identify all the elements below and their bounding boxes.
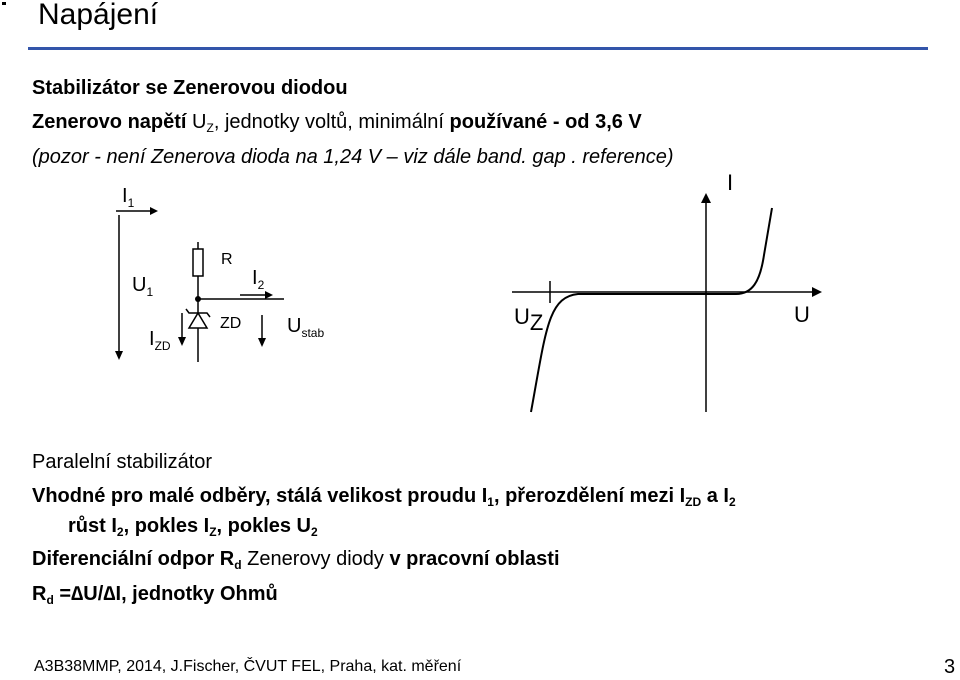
note-line: (pozor - není Zenerova dioda na 1,24 V – viz dále band. gap . reference): [32, 146, 674, 168]
parallel-stabilizer-line: Paralelní stabilizátor: [32, 451, 213, 473]
label-zd: ZD: [220, 315, 242, 332]
label-i2: $I_2$: [252, 267, 265, 292]
heading: Stabilizátor se Zenerovou diodou: [32, 77, 348, 99]
differential-resistance-line: Diferenciální odpor $R_d$ Zenerovy diody v pracovní oblasti: [32, 548, 560, 573]
label-u1: $U_1$: [132, 274, 154, 299]
zener-voltage-desc: , jednotky voltů, minimální: [213, 111, 444, 133]
i-axis-label: I: [727, 170, 734, 195]
usage-line: Vhodné pro malé odběry, stálá velikost proudu $I_1$, přerozdělení mezi $I_{ZD}$ a $I_2$: [32, 485, 736, 510]
label-izd: $I_{ZD}$: [149, 328, 171, 353]
zener-voltage-label: Zenerovo napětí: [32, 111, 187, 133]
uz-label: UZ: [514, 304, 544, 335]
u-axis-label: U: [794, 302, 810, 327]
uz-symbol: $U_Z$: [192, 111, 214, 136]
rd-formula-line: $R_d =\Delta U/\Delta I$, jednotky Ohmů: [32, 583, 278, 608]
zener-voltage-used: používané - od 3,6 V: [449, 111, 642, 133]
slide-title: Napájení: [38, 0, 159, 31]
label-r: R: [221, 251, 233, 268]
page-number: 3: [944, 656, 956, 678]
label-ustab: $U_{stab}$: [287, 315, 325, 340]
label-i1: $I_1$: [122, 185, 135, 210]
footer-info: A3B38MMP, 2014, J.Fischer, ČVUT FEL, Praha, kat. měření: [34, 658, 462, 675]
change-line: růst $I_2$, pokles $I_Z$, pokles $U_2$: [68, 515, 318, 540]
